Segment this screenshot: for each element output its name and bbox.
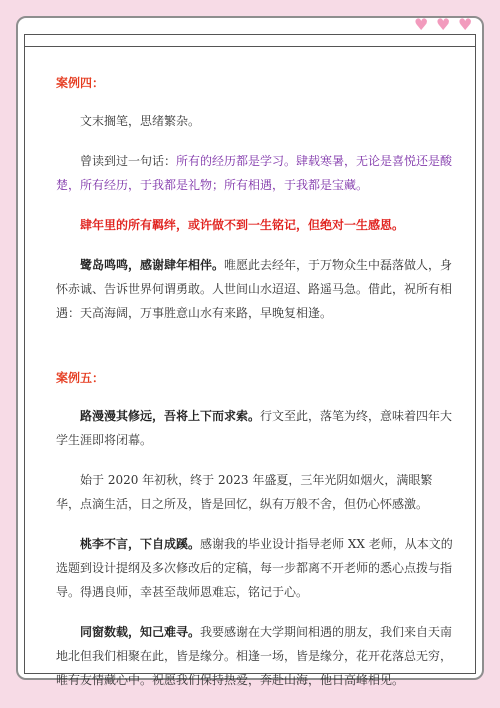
case4-paragraph-3: 肆年里的所有羁绊，或许做不到一生铭记，但绝对一生感恩。: [80, 218, 405, 232]
header-divider: [24, 46, 476, 47]
case5-paragraph-3: [56, 532, 456, 604]
document-body: [56, 74, 456, 708]
case5-p1-rest: 行文至此，落笔为终，意味着四年大学生涯即将闭幕。: [56, 409, 453, 447]
case5-paragraph-1: [56, 404, 456, 452]
heart-icon: ♥: [414, 15, 429, 34]
case5-p3-rest: 感谢我的毕业设计指导老师 XX 老师，从本文的选题到设计提纲及多次修改后的定稿，每一步都离不开老师的悉心点拨与指导。得遇良师，幸甚至哉师恩难忘，铭记于心。: [56, 537, 453, 599]
section-gap: [56, 341, 456, 369]
case4-paragraph-4: [56, 253, 456, 325]
case5-p4-bold: 同窗数载，知己难寻。: [80, 625, 201, 639]
case4-p4-rest: 唯愿此去经年，于万物众生中磊落做人，身怀赤诚、告诉世界何谓勇敢。人世间山水迢迢、路遥马急。借此，祝所有相遇：天高海阔，万事胜意山水有来路，早晚复相逢。: [56, 258, 453, 320]
heart-icon: ♥: [458, 15, 473, 34]
case5-title: 案例五：: [56, 371, 105, 385]
case5-p3-bold: 桃李不言，下自成蹊。: [80, 537, 201, 551]
case4-paragraph-1: 文末搁笔，思绪繁杂。: [80, 114, 201, 128]
case4-p2-lead: 曾读到过一句话：: [80, 154, 177, 168]
case4-p4-bold: 鹭岛鸣鸣，感谢肆年相伴。: [80, 258, 225, 272]
case5-p1-bold: 路漫漫其修远，吾将上下而求索。: [80, 409, 261, 423]
case4-paragraph-2: [56, 149, 456, 197]
case4-p2-quote: 所有的经历都是学习。肆载寒暑，无论是喜悦还是酸楚，所有经历，于我都是礼物；所有相遇，于我都是宝藏。: [56, 154, 453, 192]
case5-paragraph-2: 始于 2020 年初秋，终于 2023 年盛夏，三年光阴如烟火，满眼繁华，点滴生活，日之所及，皆是回忆，纵有万般不舍，但仍心怀感激。: [56, 473, 433, 511]
case4-title: 案例四：: [56, 76, 105, 90]
heart-icon: ♥: [436, 15, 451, 34]
case5-p4-rest: 我要感谢在大学期间相遇的朋友，我们来自天南地北但我们相聚在此，皆是缘分。相逢一场，皆是缘分，花开花落总无穷，唯有友情藏心中。祝愿我们保持热爱，奔赴山海，他日高峰相见。: [56, 625, 453, 687]
case5-paragraph-4: [56, 620, 456, 692]
heart-decoration: [414, 15, 474, 34]
